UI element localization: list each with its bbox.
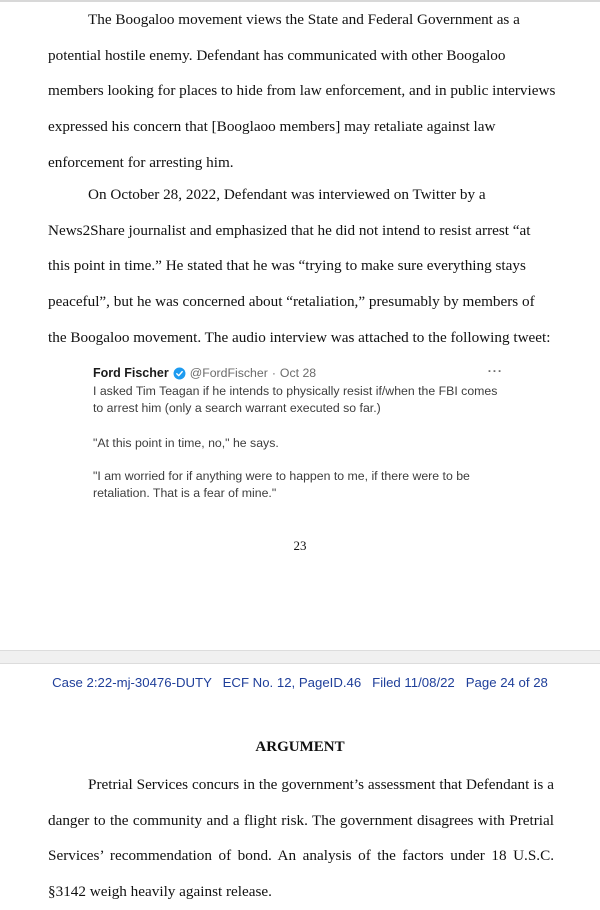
- text-line: this point in time.” He stated that he was “trying to make sure everything stays: [48, 257, 526, 275]
- tweet-quote: retaliation. That is a fear of mine.": [93, 486, 277, 500]
- text-line: §3142 weigh heavily against release.: [48, 883, 272, 901]
- tweet-separator: ·: [271, 366, 276, 380]
- text-line: danger to the community and a flight risk. The government disagrees with Pretrial: [48, 811, 554, 829]
- tweet-quote: "I am worried for if anything were to happen to me, if there were to be: [93, 469, 470, 483]
- text-line: On October 28, 2022, Defendant was interviewed on Twitter by a: [88, 186, 486, 203]
- text-line: enforcement for arresting him.: [48, 153, 234, 171]
- tweet-text-line: to arrest him (only a search warrant executed so far.): [93, 401, 381, 415]
- tweet-date: Oct 28: [279, 366, 317, 380]
- ecf-filing-header: Case 2:22-mj-30476-DUTY ECF No. 12, PageID.46 Filed 11/08/22 Page 24 of 28: [52, 675, 548, 690]
- page-break-divider: [0, 650, 600, 664]
- text-line: potential hostile enemy. Defendant has communicated with other Boogaloo: [48, 46, 506, 64]
- text-line: News2Share journalist and emphasized that he did not intend to resist arrest “at: [48, 221, 531, 239]
- page-number: 23: [293, 538, 307, 553]
- paragraph-argument: [48, 767, 558, 910]
- text-line: the Boogaloo movement. The audio interview was attached to the following tweet:: [48, 328, 551, 346]
- document-page-24: [0, 664, 600, 909]
- text-line: Services’ recommendation of bond. An analysis of the factors under 18 U.S.C.: [48, 847, 554, 865]
- text-line: members looking for places to hide from law enforcement, and in public interviews: [48, 82, 556, 100]
- text-line: Pretrial Services concurs in the government’s assessment that Defendant is a: [88, 776, 554, 793]
- tweet-quote: "At this point in time, no," he says.: [93, 436, 279, 450]
- tweet-handle: @FordFischer: [189, 366, 268, 380]
- verified-badge-icon: [173, 367, 186, 380]
- tweet-header: [93, 364, 513, 382]
- tweet-text-line: I asked Tim Teagan if he intends to physically resist if/when the FBI comes: [93, 384, 498, 398]
- paragraph-october-interview: [48, 177, 558, 356]
- paragraph-boogaloo-views: [48, 2, 558, 181]
- tweet-more-icon: ···: [487, 364, 503, 378]
- text-line: expressed his concern that [Booglaoo members] may retaliate against law: [48, 118, 496, 136]
- text-line: The Boogaloo movement views the State and Federal Government as a: [88, 11, 520, 28]
- section-heading: ARGUMENT: [255, 739, 345, 755]
- text-line: peaceful”, but he was concerned about “retaliation,” presumably by members of: [48, 293, 535, 311]
- tweet-author: Ford Fischer: [93, 366, 169, 380]
- embedded-tweet: [93, 364, 513, 502]
